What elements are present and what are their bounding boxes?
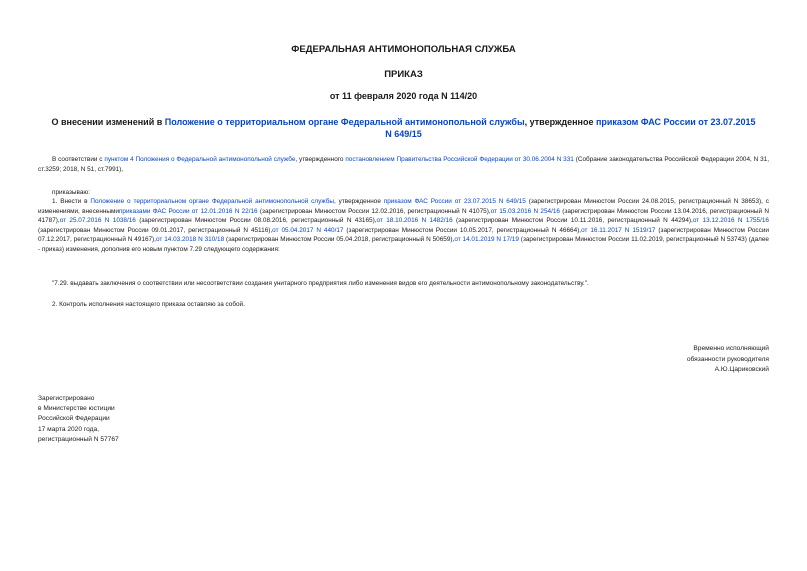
- basis-text: В соответствии с: [52, 156, 105, 163]
- item1-text: (зарегистрирован Минюстом России 10.05.2017, регистрационный N 46664),: [343, 226, 582, 234]
- item1-link-order[interactable]: приказом ФАС России от 23.07.2015 N 649/15: [383, 198, 526, 205]
- item1-text: (зарегистрирован Минюстом России 10.11.2016, регистрационный N 44294),: [452, 217, 693, 225]
- item1-link-regulation[interactable]: Положение о территориальном органе Федеральной антимонопольной службы: [90, 198, 334, 205]
- signature-block: [687, 344, 769, 376]
- item1-text: (зарегистрирован Минюстом России 12.02.2016, регистрационный N 41075),: [257, 207, 491, 215]
- item1-text: (зарегистрирован Минюстом России 24.08.2015, регистрационный N 38653), с изменениями, внесенными: [38, 198, 769, 215]
- basis-paragraph: [38, 155, 769, 174]
- item1-text: 1. Внести в: [52, 198, 91, 205]
- subject-prefix: О внесении изменений в: [51, 117, 165, 127]
- item1-text: (зарегистрирован Минюстом России 05.04.2018, регистрационный N 50659),: [224, 236, 455, 244]
- registration-date: 17 марта 2020 года,: [38, 425, 99, 433]
- item1-link-amendment[interactable]: от 05.04.2017 N 440/17: [272, 226, 344, 234]
- item1-text: (зарегистрирован Минюстом России 07.12.2017, регистрационный N 49167),: [38, 226, 769, 244]
- item-1-paragraph: [38, 197, 769, 255]
- registration-line: Зарегистрировано: [38, 395, 95, 402]
- basis-link-regulation[interactable]: пунктом 4 Положения о Федеральной антимонопольной службе: [104, 156, 296, 163]
- subject-middle: , утвержденное: [524, 117, 596, 127]
- item1-link-amendment[interactable]: от 15.03.2016 N 254/16: [490, 207, 560, 215]
- agency-title: ФЕДЕРАЛЬНАЯ АНТИМОНОПОЛЬНАЯ СЛУЖБА: [291, 44, 516, 55]
- item1-link-amendment[interactable]: от 14.01.2019 N 17/19: [454, 236, 519, 244]
- registration-line: в Министерстве юстиции: [38, 405, 115, 413]
- item1-text: (зарегистрирован Минюстом России 11.02.2019, регистрационный N 53743) (далее - приказ) изменения, дополнив его новым пунктом 7.29 следующего содержания:: [38, 236, 769, 253]
- new-clause-quote: "7.29. выдавать заключения о соответствии или несоответствии создания унитарного предприятия либо изменения видов его деятельности антимонопольному законодательству.".: [52, 280, 589, 287]
- order-word: приказываю:: [52, 189, 90, 196]
- item1-text: (зарегистрирован Минюстом России 09.01.2017, регистрационный N 45116),: [38, 226, 273, 234]
- item1-text: , утвержденное: [333, 198, 384, 205]
- item1-link-amendment[interactable]: приказами ФАС России от 12.01.2016 N 22/16: [118, 207, 258, 215]
- item1-text: (зарегистрирован Минюстом России 08.08.2016, регистрационный N 43165),: [135, 217, 377, 225]
- item1-link-amendment[interactable]: от 18.10.2016 N 1482/16: [376, 217, 453, 225]
- subject-link-regulation[interactable]: Положение о территориальном органе Федеральной антимонопольной службы: [164, 117, 525, 127]
- item1-text: (зарегистрирован Минюстом России 13.04.2016, регистрационный N 41787),: [38, 207, 770, 225]
- doc-date-number: от 11 февраля 2020 года N 114/20: [329, 91, 478, 101]
- item1-link-amendment[interactable]: от 13.12.2016 N 1755/16: [692, 217, 769, 225]
- item1-link-amendment[interactable]: от 16.11.2017 N 1519/17: [581, 226, 656, 234]
- item-2-paragraph: 2. Контроль исполнения настоящего приказа оставляю за собой.: [52, 301, 245, 308]
- registration-number: регистрационный N 57767: [38, 435, 119, 443]
- item1-link-amendment[interactable]: от 25.07.2016 N 1038/16: [59, 217, 136, 225]
- basis-text: , утвержденного: [295, 156, 346, 163]
- registration-block: [38, 394, 119, 445]
- signature-name: А.Ю.Цариковский: [714, 366, 769, 373]
- basis-link-decree[interactable]: постановлением Правительства Российской Федерации от 30.06.2004 N 331: [345, 156, 574, 163]
- doc-type: ПРИКАЗ: [384, 69, 423, 80]
- basis-text: (Собрание законодательства Российской Федерации 2004, N 31, ст.3259; 2018, N 51, ст.7991),: [38, 156, 769, 173]
- item1-link-amendment[interactable]: от 14.03.2018 N 310/18: [155, 236, 225, 244]
- doc-subject: [50, 116, 757, 140]
- registration-line: Российской Федерации: [38, 415, 110, 423]
- signature-line: Временно исполняющий: [693, 345, 769, 352]
- subject-link-order[interactable]: приказом ФАС России от 23.07.2015 N 649/15: [385, 117, 756, 139]
- signature-line: обязанности руководителя: [686, 355, 769, 363]
